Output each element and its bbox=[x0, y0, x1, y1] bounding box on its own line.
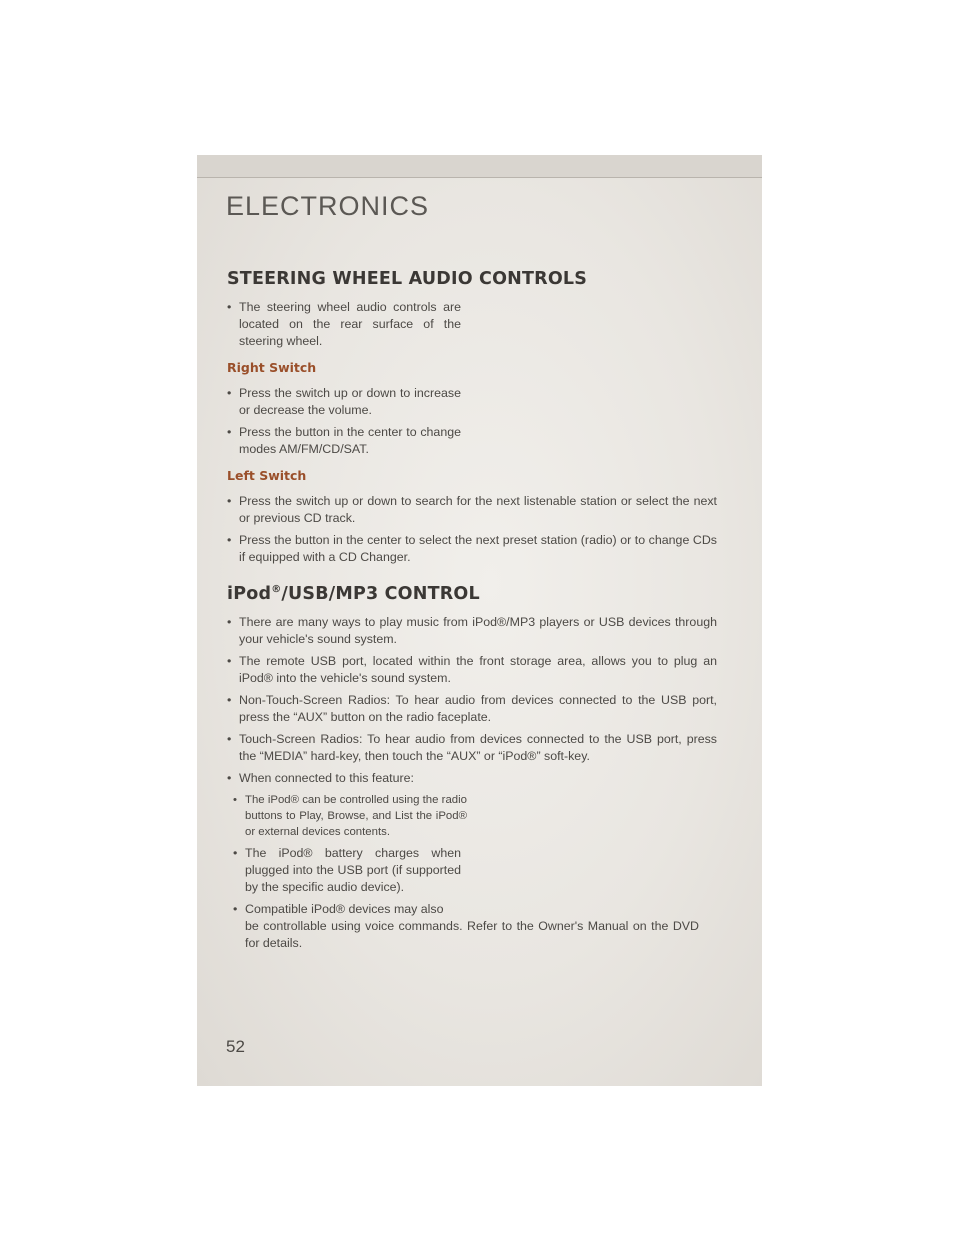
sub-list-item: • The iPod® battery charges when plugged into the USB port (if supported by the specific audio device). bbox=[233, 845, 461, 896]
right-switch-heading: Right Switch bbox=[227, 360, 317, 375]
page-content bbox=[227, 269, 717, 957]
manual-page bbox=[197, 155, 762, 1086]
ipod-list bbox=[227, 614, 717, 787]
list-item: • Press the button in the center to change modes AM/FM/CD/SAT. bbox=[227, 424, 461, 458]
list-item: • Press the button in the center to select the next preset station (radio) or to change CDs if equipped with a CD Changer. bbox=[227, 532, 717, 566]
ipod-control-title bbox=[227, 584, 713, 604]
sub-item-rest: be controllable using voice commands. Refer to the Owner's Manual on the DVD for details. bbox=[245, 919, 699, 950]
left-switch-heading: Left Switch bbox=[227, 468, 307, 483]
list-item: • Press the switch up or down to search for the next listenable station or select the next or previous CD track. bbox=[227, 493, 717, 527]
page-number: 52 bbox=[226, 1037, 245, 1056]
steering-controls-title: STEERING WHEEL AUDIO CONTROLS bbox=[227, 269, 588, 289]
sub-list-item bbox=[233, 901, 699, 952]
ipod-sub-list bbox=[233, 792, 713, 952]
list-item: • There are many ways to play music from iPod®/MP3 players or USB devices through your vehicle's sound system. bbox=[227, 614, 717, 648]
right-switch-list bbox=[227, 385, 713, 458]
list-item: • Press the switch up or down to increase or decrease the volume. bbox=[227, 385, 461, 419]
registered-mark: ® bbox=[271, 584, 282, 595]
header-band bbox=[197, 155, 762, 177]
list-item: • The steering wheel audio controls are located on the rear surface of the steering wheel. bbox=[227, 299, 461, 350]
sub-list-item: • The iPod® can be controlled using the radio buttons to Play, Browse, and List the iPod® or external devices contents. bbox=[233, 792, 467, 840]
list-item: • Non-Touch-Screen Radios: To hear audio from devices connected to the USB port, press the “AUX” button on the radio faceplate. bbox=[227, 692, 717, 726]
ipod-title-part2: /USB/MP3 CONTROL bbox=[281, 584, 480, 604]
left-switch-list bbox=[227, 493, 717, 566]
ipod-title-part1: iPod bbox=[227, 584, 272, 604]
list-item: • The remote USB port, located within the front storage area, allows you to plug an iPod® into the vehicle's sound system. bbox=[227, 653, 717, 687]
section-label: ELECTRONICS bbox=[226, 191, 430, 221]
list-item: • Touch-Screen Radios: To hear audio from devices connected to the USB port, press the “MEDIA” hard-key, then touch the “AUX” or “iPod®” soft-key. bbox=[227, 731, 717, 765]
header-divider bbox=[197, 177, 762, 178]
list-item: • When connected to this feature: bbox=[227, 770, 717, 787]
sub-item-start: Compatible iPod® devices may also bbox=[245, 902, 444, 916]
steering-intro-list bbox=[227, 299, 713, 350]
